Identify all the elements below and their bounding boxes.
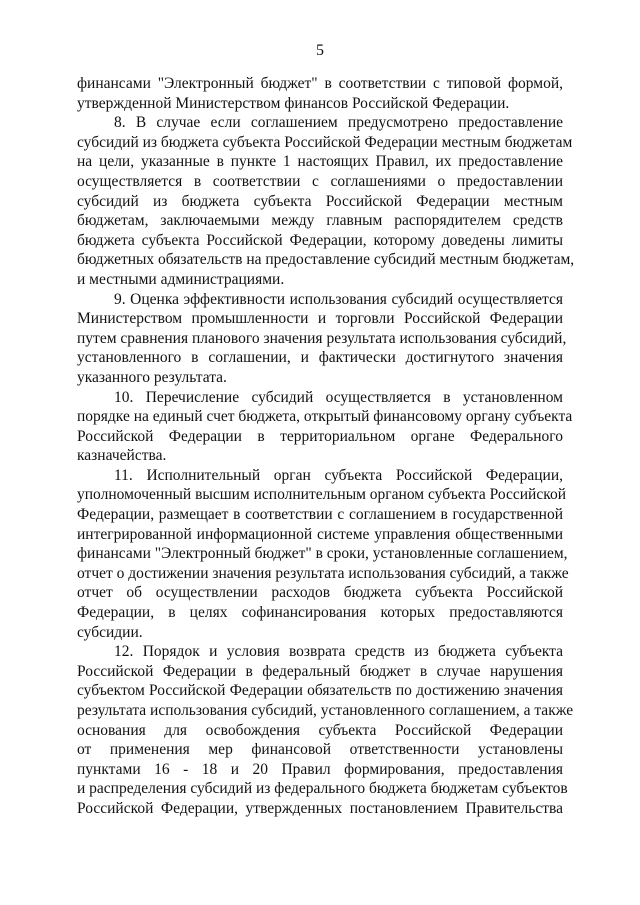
text-line: Российской Федерации в федеральный бюджет в случае нарушения: [77, 662, 563, 680]
text-line: на цели, указанные в пункте 1 настоящих Правил, их предоставление: [77, 153, 563, 171]
text-line: основания для освобождения субъекта Российской Федерации: [77, 721, 563, 739]
text-line: Российской Федерации в территориальном органе Федерального: [77, 427, 563, 445]
text-line: Федерации, в целях софинансирования которых предоставляются: [77, 604, 563, 622]
text-line: путем сравнения планового значения результата использования субсидий,: [77, 329, 567, 347]
text-line: интегрированной информационной системе управления общественными: [77, 525, 563, 543]
text-line: бюджета субъекта Российской Федерации, которому доведены лимиты: [77, 231, 563, 249]
paragraph-11: [77, 466, 569, 642]
text-line: от применения мер финансовой ответственности установлены: [77, 741, 563, 759]
text-line: отчет об осуществлении расходов бюджета субъекта Российской: [77, 584, 563, 602]
text-line: и местными администрациями.: [77, 270, 285, 288]
text-line: указанного результата.: [77, 368, 227, 386]
text-line: субъектом Российской Федерации обязательств по достижению значения: [77, 682, 563, 700]
text-line: финансами "Электронный бюджет" в соответствии с типовой формой,: [77, 75, 563, 92]
text-line: пунктами 16 - 18 и 20 Правил формирования, предоставления: [77, 760, 563, 778]
text-line: 11. Исполнительный орган субъекта Российской Федерации,: [114, 466, 563, 484]
text-line: 8. В случае если соглашением предусмотрено предоставление: [114, 114, 563, 132]
text-line: субсидий из бюджета субъекта Российской Федерации местным бюджетам: [77, 133, 573, 151]
text-line: бюджетных обязательств на предоставление субсидий местным бюджетам,: [77, 251, 575, 269]
text-line: осуществляется в соответствии с соглашениями о предоставлении: [77, 172, 563, 190]
paragraph-9: [77, 290, 567, 388]
text-line: казначейства.: [77, 447, 167, 465]
paragraph-continuation: [77, 74, 563, 113]
paragraph-10: [77, 388, 573, 466]
text-line: 12. Порядок и условия возврата средств из бюджета субъекта: [114, 643, 563, 661]
text-line: субсидий из бюджета субъекта Российской Федерации местным: [77, 192, 563, 210]
text-line: 10. Перечисление субсидий осуществляется в установленном: [114, 388, 563, 406]
text-line: 9. Оценка эффективности использования субсидий осуществляется: [114, 290, 563, 308]
text-line: установленного в соглашении, и фактически достигнутого значения: [77, 349, 563, 367]
paragraph-12: [77, 642, 574, 818]
text-line: финансами "Электронный бюджет" в сроки, установленные соглашением,: [77, 545, 568, 563]
text-line: Федерации, размещает в соответствии с соглашением в государственной: [77, 506, 563, 524]
text-line: уполномоченный высшим исполнительным органом субъекта Российской: [77, 486, 567, 504]
paragraph-8: [77, 113, 575, 289]
text-line: субсидии.: [77, 623, 143, 641]
text-line: Российской Федерации, утвержденных постановлением Правительства: [77, 799, 563, 817]
text-line: порядке на единый счет бюджета, открытый финансовому органу субъекта: [77, 408, 573, 426]
text-line: бюджетам, заключаемыми между главным распорядителем средств: [77, 212, 563, 230]
text-line: Министерством промышленности и торговли Российской Федерации: [77, 310, 563, 328]
page-number: 5: [316, 42, 324, 59]
document-body: [77, 74, 575, 819]
text-line: утвержденной Министерством финансов Российской Федерации.: [77, 94, 510, 112]
text-line: отчет о достижении значения результата использования субсидий, а также: [77, 564, 569, 582]
text-line: и распределения субсидий из федерального бюджета бюджетам субъектов: [77, 780, 568, 798]
text-line: результата использования субсидий, установленного соглашением, а также: [77, 702, 574, 719]
